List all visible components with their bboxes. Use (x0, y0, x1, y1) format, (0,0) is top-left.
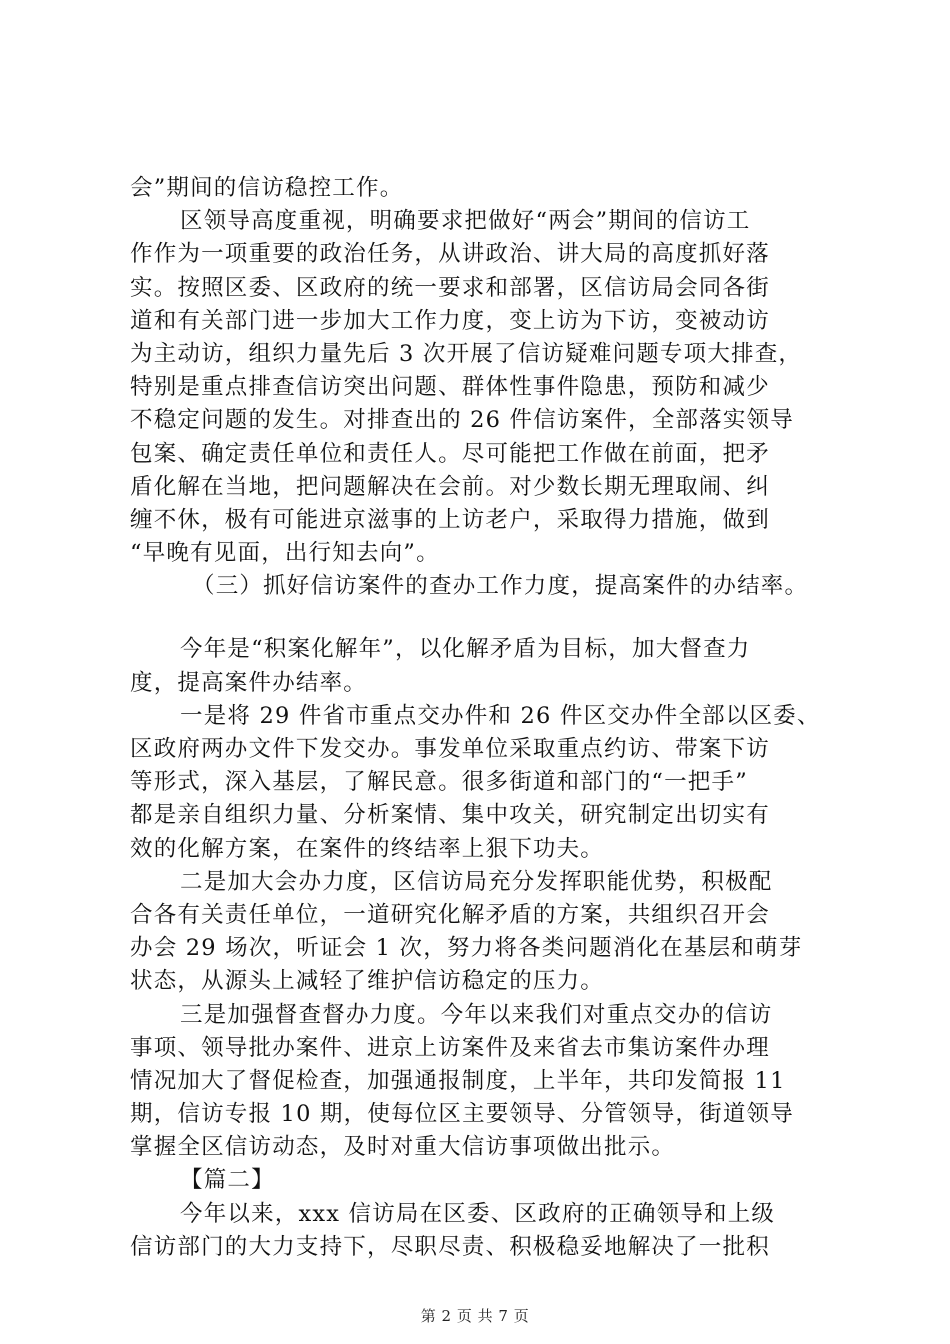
text-line: 会”期间的信访稳控工作。 (130, 175, 404, 201)
paragraph-start: 一是将 29 件省市重点交办件和 26 件区交办件全部以区委、 (180, 702, 821, 729)
paragraph-start: 二是加大会办力度，区信访局充分发挥职能优势，积极配 (180, 868, 773, 895)
text-line: 度，提高案件办结率。 (130, 669, 368, 696)
text-line: 包案、确定责任单位和责任人。尽可能把工作做在前面，把矛 (130, 440, 770, 467)
text-line: 盾化解在当地，把问题解决在会前。对少数长期无理取闹、纠 (130, 473, 770, 500)
text-line: 道和有关部门进一步加大工作力度，变上访为下访，变被动访 (130, 307, 770, 334)
text-line: 区政府两办文件下发交办。事发单位采取重点约访、带案下访 (130, 736, 770, 762)
text-line: 作作为一项重要的政治任务，从讲政治、讲大局的高度抓好落 (130, 241, 770, 268)
text-line: 掌握全区信访动态，及时对重大信访事项做出批示。 (130, 1134, 676, 1161)
text-line: “早晚有见面，出行知去向”。 (130, 540, 440, 567)
text-line: 特别是重点排查信访突出问题、群体性事件隐患，预防和减少 (130, 374, 770, 401)
text-line: 信访部门的大力支持下，尽职尽责、积极稳妥地解决了一批积 (130, 1233, 770, 1260)
text-line: 等形式，深入基层，了解民意。很多街道和部门的“一把手” (130, 769, 748, 796)
page-number-footer: 第 2 页 共 7 页 (420, 1307, 530, 1325)
text-line: 情况加大了督促检查，加强通报制度，上半年，共印发简报 11 (130, 1067, 786, 1094)
paragraph-start: 区领导高度重视，明确要求把做好“两会”期间的信访工 (180, 208, 751, 235)
section-heading: （三）抓好信访案件的查办工作力度，提高案件的办结率。 (192, 573, 809, 600)
paragraph-start: 今年是“积案化解年”，以化解矛盾为目标，加大督查力 (180, 636, 751, 663)
text-line: 办会 29 场次，听证会 1 次，努力将各类问题消化在基层和萌芽 (130, 935, 803, 962)
text-line: 期，信访专报 10 期，使每位区主要领导、分管领导，街道领导 (130, 1101, 794, 1128)
document-body (130, 172, 835, 1264)
paragraph-start: 今年以来，xxx 信访局在区委、区政府的正确领导和上级 (180, 1200, 776, 1227)
paragraph-start: 三是加强督查督办力度。今年以来我们对重点交办的信访 (180, 1001, 773, 1028)
text-line: 状态，从源头上减轻了维护信访稳定的压力。 (130, 968, 605, 995)
text-line: 事项、领导批办案件、进京上访案件及来省去市集访案件办理 (130, 1034, 770, 1061)
text-line: 都是亲自组织力量、分析案情、集中攻关，研究制定出切实有 (130, 802, 770, 829)
text-line: 缠不休，极有可能进京滋事的上访老户，采取得力措施，做到 (130, 506, 770, 533)
section-title: 【篇二】 (180, 1167, 275, 1194)
text-line: 效的化解方案，在案件的终结率上狠下功夫。 (130, 835, 605, 862)
text-line: 实。按照区委、区政府的统一要求和部署，区信访局会同各街 (130, 274, 770, 301)
text-line: 合各有关责任单位，一道研究化解矛盾的方案，共组织召开会 (130, 901, 770, 928)
text-line: 为主动访，组织力量先后 3 次开展了信访疑难问题专项大排查， (130, 340, 803, 367)
section-gap (130, 603, 835, 633)
text-line: 不稳定问题的发生。对排查出的 26 件信访案件，全部落实领导 (130, 407, 794, 434)
